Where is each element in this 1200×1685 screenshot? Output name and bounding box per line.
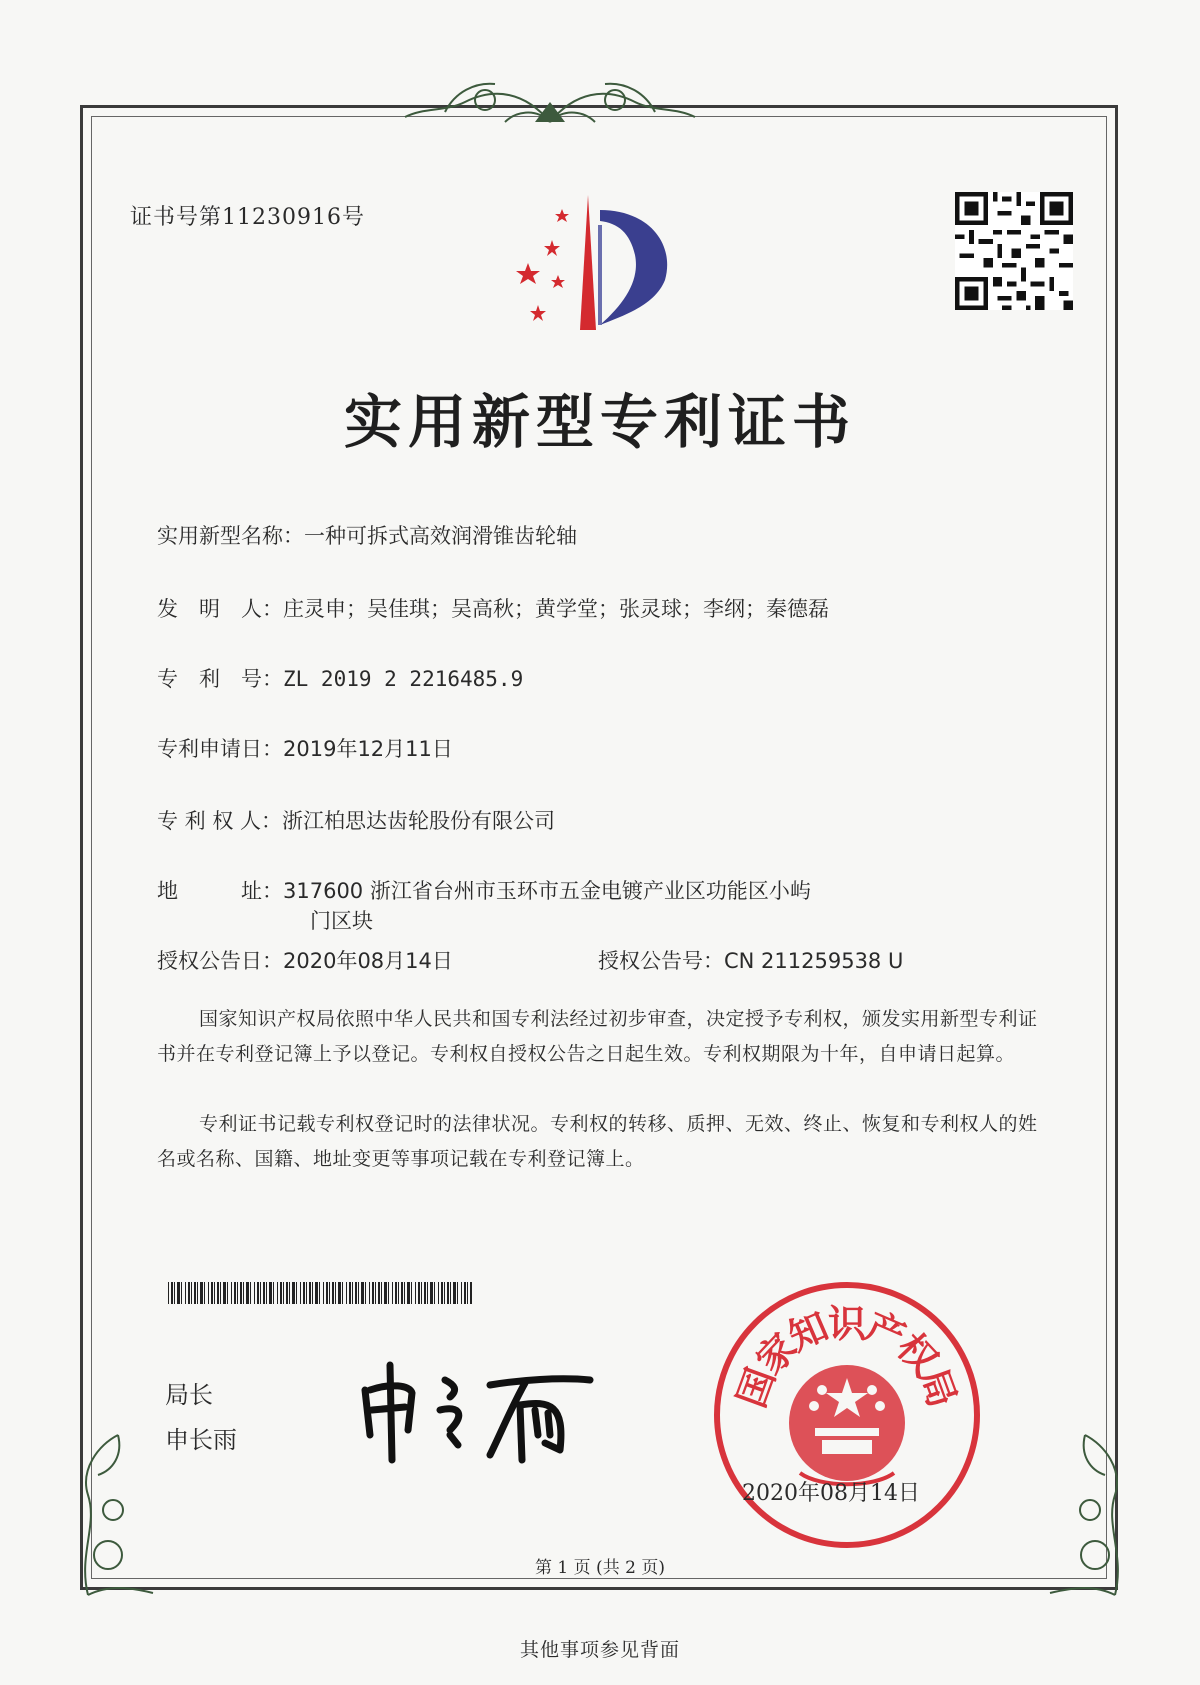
seal-ring-char: 权 [888, 1325, 947, 1384]
seal-ring-char: 知 [782, 1304, 835, 1360]
footer-note: 其他事项参见背面 [519, 1639, 680, 1661]
director-title: 局长 [165, 1381, 213, 1409]
field-address-value-line1: 317600 浙江省台州市玉环市五金电镀产业区功能区小屿 [283, 879, 811, 903]
field-patentee-value: 浙江柏思达齿轮股份有限公司 [282, 809, 556, 833]
field-inventors-value: 庄灵申；吴佳琪；吴高秋；黄学堂；张灵球；李纲；秦德磊 [283, 597, 829, 621]
field-grant-date [157, 945, 453, 975]
field-patent-no-value: ZL 2019 2 2216485.9 [283, 667, 524, 691]
barcode-icon [168, 1282, 473, 1304]
field-address-value-line2: 门区块 [310, 909, 373, 933]
page-indicator: 第 1 页 (共 2 页) [535, 1558, 665, 1578]
field-patentee-label: 专 利 权 人： [157, 809, 283, 833]
seal-ring-char: 识 [827, 1302, 866, 1346]
field-grant-date-value: 2020年08月14日 [283, 949, 453, 973]
field-address-label: 地 址： [157, 879, 283, 903]
field-filing-date-label: 专利申请日： [157, 737, 283, 761]
field-patent-no-label: 专 利 号： [157, 667, 283, 691]
signature-icon [350, 1355, 610, 1465]
field-grant-no-label: 授权公告号： [598, 949, 724, 973]
field-inventors [157, 593, 829, 623]
qr-code-icon [955, 192, 1073, 310]
field-name [157, 520, 577, 550]
field-patent-no [157, 663, 523, 693]
seal-ring-char: 家 [747, 1325, 806, 1384]
body-paragraph-1: 国家知识产权局依照中华人民共和国专利法经过初步审查，决定授予专利权，颁发实用新型专利证书并在专利登记簿上予以登记。专利权自授权公告之日起生效。专利权期限为十年，自申请日起算。 [157, 1008, 1038, 1065]
field-grant-no-value: CN 211259538 U [724, 949, 904, 973]
director-name: 申长雨 [165, 1426, 237, 1454]
top-ornament-icon [385, 72, 715, 132]
field-name-label: 实用新型名称： [157, 524, 304, 548]
certificate-number: 证书号第11230916号 [130, 205, 365, 230]
field-filing-date [157, 733, 453, 763]
body-paragraph-2: 专利证书记载专利权登记时的法律状况。专利权的转移、质押、无效、终止、恢复和专利权人的姓名或名称、国籍、地址变更等事项记载在专利登记簿上。 [157, 1113, 1038, 1170]
field-name-value: 一种可拆式高效润滑锥齿轮轴 [304, 524, 577, 548]
field-address [157, 875, 811, 905]
field-address-line2 [310, 905, 373, 935]
seal-date: 2020年08月14日 [742, 1481, 920, 1506]
field-filing-date-value: 2019年12月11日 [283, 737, 453, 761]
seal-ring-char: 产 [859, 1304, 912, 1360]
field-grant-date-label: 授权公告日： [157, 949, 283, 973]
certificate-title: 实用新型专利证书 [343, 388, 856, 456]
seal-ring-char: 国 [729, 1362, 784, 1413]
field-patentee [157, 805, 555, 835]
field-grant-no [598, 945, 903, 975]
field-inventors-label: 发 明 人： [157, 597, 283, 621]
cnipa-logo-icon [500, 185, 690, 335]
seal-ring-char: 局 [910, 1362, 965, 1413]
